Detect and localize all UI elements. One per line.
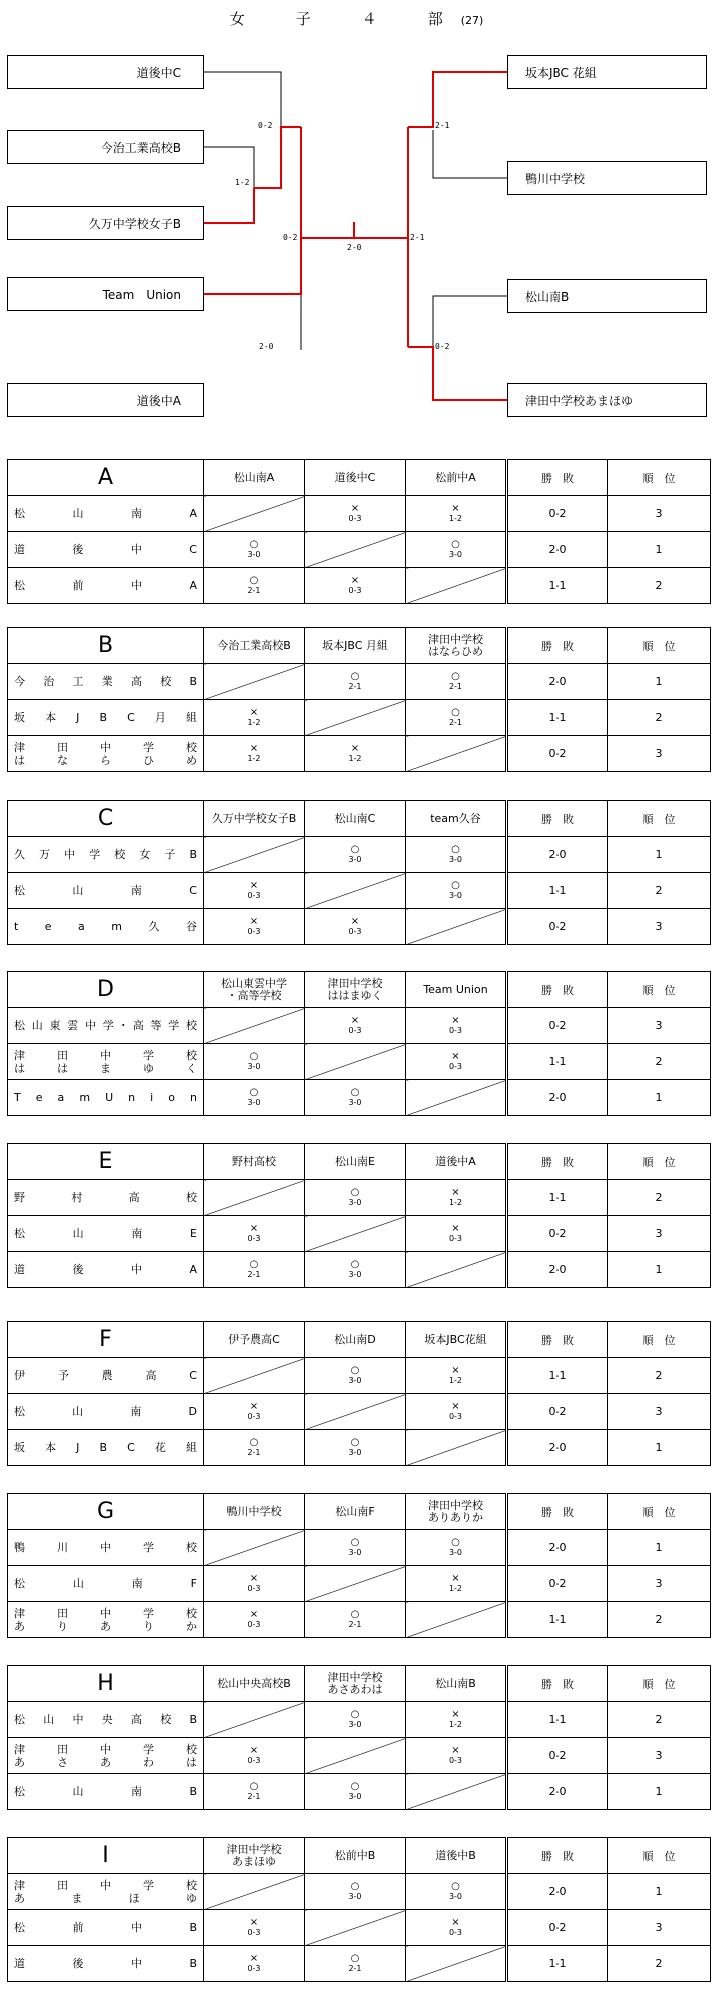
- rank-value: 3: [608, 736, 711, 772]
- match-result: ○ 2-1: [204, 1774, 305, 1810]
- group-column-header: 坂本JBC花組: [406, 1322, 507, 1358]
- score-r-bot: 0-2: [435, 342, 450, 351]
- rank-value: 2: [608, 1602, 711, 1638]
- self-match-cell: [305, 700, 406, 736]
- match-result: ○ 3-0: [305, 1180, 406, 1216]
- group-column-header: 松山東雲中学 ・高等学校: [204, 972, 305, 1008]
- table-row: [8, 1394, 711, 1430]
- score-r-top: 2-1: [435, 121, 450, 130]
- rank-value: 3: [608, 1216, 711, 1252]
- table-row: [8, 1080, 711, 1116]
- match-result: × 1-2: [406, 1566, 507, 1602]
- group-column-header: 津田中学校 あさあわは: [305, 1666, 406, 1702]
- group-table-d: [7, 971, 710, 1116]
- team-name: 野 村 高 校: [8, 1180, 204, 1216]
- rank-header: 順 位: [608, 628, 711, 664]
- match-result: ○ 2-1: [406, 664, 507, 700]
- table-row: [8, 1946, 711, 1982]
- table-row: [8, 1430, 711, 1466]
- match-result: ○ 3-0: [406, 1874, 507, 1910]
- match-result: × 0-3: [305, 909, 406, 945]
- group-letter: H: [8, 1666, 204, 1702]
- team-name: 松 山 中 央 高 校 B: [8, 1702, 204, 1738]
- self-match-cell: [406, 568, 507, 604]
- match-result: × 0-3: [406, 1216, 507, 1252]
- team-name: T e a m U n i o n: [8, 1080, 204, 1116]
- group-table-h: [7, 1665, 710, 1810]
- team-name: 津 田 中 学 校 は は ま ゆ く: [8, 1044, 204, 1080]
- self-match-cell: [204, 496, 305, 532]
- score-l-mid: 0-2: [283, 233, 298, 242]
- team-name: 津 田 中 学 校 あ り あ り か: [8, 1602, 204, 1638]
- bracket-team-left-2: 今治工業高校B: [7, 130, 204, 164]
- win-loss-value: 2-0: [507, 1252, 608, 1288]
- match-result: ○ 3-0: [305, 1252, 406, 1288]
- table-row: [8, 1044, 711, 1080]
- win-loss-value: 1-1: [507, 568, 608, 604]
- team-name: 鴨 川 中 学 校: [8, 1530, 204, 1566]
- match-result: ○ 3-0: [305, 1358, 406, 1394]
- team-name: 松 前 中 A: [8, 568, 204, 604]
- win-loss-header: 勝 敗: [507, 1144, 608, 1180]
- rank-value: 2: [608, 873, 711, 909]
- match-result: ○ 3-0: [305, 1530, 406, 1566]
- team-name: 松 山 南 B: [8, 1774, 204, 1810]
- win-loss-value: 1-1: [507, 1358, 608, 1394]
- win-loss-value: 2-0: [507, 1080, 608, 1116]
- match-result: × 1-2: [204, 700, 305, 736]
- bracket-team-left-1: 道後中C: [7, 55, 204, 89]
- rank-value: 2: [608, 568, 711, 604]
- win-loss-value: 2-0: [507, 837, 608, 873]
- table-row: [8, 1738, 711, 1774]
- team-name: t e a m 久 谷: [8, 909, 204, 945]
- match-result: × 0-3: [406, 1738, 507, 1774]
- table-row: [8, 664, 711, 700]
- win-loss-value: 1-1: [507, 1180, 608, 1216]
- table-row: [8, 1008, 711, 1044]
- group-column-header: 津田中学校 はならひめ: [406, 628, 507, 664]
- rank-value: 3: [608, 1008, 711, 1044]
- win-loss-value: 1-1: [507, 1702, 608, 1738]
- match-result: × 0-3: [204, 1216, 305, 1252]
- table-row: [8, 532, 711, 568]
- table-row: [8, 1180, 711, 1216]
- match-result: × 0-3: [204, 1738, 305, 1774]
- match-result: ○ 3-0: [406, 837, 507, 873]
- group-letter: D: [8, 972, 204, 1008]
- match-result: × 0-3: [204, 873, 305, 909]
- bracket-team-right-3: 松山南B: [507, 279, 707, 313]
- match-result: ○ 3-0: [305, 837, 406, 873]
- rank-value: 2: [608, 1180, 711, 1216]
- self-match-cell: [406, 909, 507, 945]
- self-match-cell: [305, 1738, 406, 1774]
- group-table-e: [7, 1143, 710, 1288]
- score-final: 2-0: [347, 243, 362, 252]
- self-match-cell: [204, 664, 305, 700]
- group-letter: A: [8, 460, 204, 496]
- bracket-team-right-1: 坂本JBC 花組: [507, 55, 707, 89]
- match-result: × 0-3: [305, 496, 406, 532]
- match-result: × 0-3: [406, 1008, 507, 1044]
- match-result: × 0-3: [204, 909, 305, 945]
- rank-value: 1: [608, 1080, 711, 1116]
- group-column-header: 津田中学校 ははまゆく: [305, 972, 406, 1008]
- table-row: [8, 1252, 711, 1288]
- table-row: [8, 873, 711, 909]
- win-loss-header: 勝 敗: [507, 1666, 608, 1702]
- self-match-cell: [406, 1430, 507, 1466]
- group-column-header: 伊予農高C: [204, 1322, 305, 1358]
- group-table-f: [7, 1321, 710, 1466]
- group-letter: I: [8, 1838, 204, 1874]
- rank-header: 順 位: [608, 1144, 711, 1180]
- match-result: × 0-3: [305, 1008, 406, 1044]
- win-loss-header: 勝 敗: [507, 628, 608, 664]
- rank-value: 3: [608, 496, 711, 532]
- group-table-b: [7, 627, 710, 772]
- match-result: × 0-3: [204, 1910, 305, 1946]
- group-table-c: [7, 800, 710, 945]
- rank-header: 順 位: [608, 972, 711, 1008]
- group-column-header: 久万中学校女子B: [204, 801, 305, 837]
- bracket-team-right-4: 津田中学校あまほゆ: [507, 383, 707, 417]
- group-column-header: 鴨川中学校: [204, 1494, 305, 1530]
- match-result: ○ 2-1: [305, 1602, 406, 1638]
- rank-value: 3: [608, 1566, 711, 1602]
- match-result: ○ 3-0: [305, 1430, 406, 1466]
- win-loss-value: 0-2: [507, 1566, 608, 1602]
- group-column-header: 道後中B: [406, 1838, 507, 1874]
- group-column-header: 津田中学校 ありありか: [406, 1494, 507, 1530]
- win-loss-header: 勝 敗: [507, 801, 608, 837]
- team-name: 津 田 中 学 校 は な ら ひ め: [8, 736, 204, 772]
- self-match-cell: [204, 1702, 305, 1738]
- win-loss-value: 2-0: [507, 1430, 608, 1466]
- team-name: 道 後 中 C: [8, 532, 204, 568]
- rank-value: 1: [608, 532, 711, 568]
- team-name: 松 山 南 D: [8, 1394, 204, 1430]
- rank-header: 順 位: [608, 1322, 711, 1358]
- rank-value: 1: [608, 1530, 711, 1566]
- match-result: × 0-3: [204, 1394, 305, 1430]
- match-result: ○ 3-0: [305, 1702, 406, 1738]
- match-result: ○ 3-0: [204, 1044, 305, 1080]
- self-match-cell: [204, 1874, 305, 1910]
- rank-value: 2: [608, 1946, 711, 1982]
- self-match-cell: [204, 837, 305, 873]
- team-name: 松山東雲中学･高等学校: [8, 1008, 204, 1044]
- win-loss-value: 1-1: [507, 1602, 608, 1638]
- team-name: 坂 本 J B C 月 組: [8, 700, 204, 736]
- self-match-cell: [406, 736, 507, 772]
- match-result: × 1-2: [406, 1180, 507, 1216]
- team-name: 松 山 南 C: [8, 873, 204, 909]
- table-row: [8, 568, 711, 604]
- match-result: × 0-3: [406, 1910, 507, 1946]
- win-loss-value: 0-2: [507, 1216, 608, 1252]
- table-row: [8, 1702, 711, 1738]
- rank-header: 順 位: [608, 1666, 711, 1702]
- group-column-header: 松山南A: [204, 460, 305, 496]
- team-name: 津 田 中 学 校 あ ま ほ ゆ: [8, 1874, 204, 1910]
- rank-header: 順 位: [608, 460, 711, 496]
- table-row: [8, 909, 711, 945]
- match-result: ○ 3-0: [204, 1080, 305, 1116]
- rank-value: 2: [608, 1702, 711, 1738]
- win-loss-header: 勝 敗: [507, 1838, 608, 1874]
- self-match-cell: [305, 1910, 406, 1946]
- table-row: [8, 1910, 711, 1946]
- table-row: [8, 736, 711, 772]
- match-result: × 0-3: [406, 1044, 507, 1080]
- match-result: × 0-3: [204, 1946, 305, 1982]
- group-column-header: 道後中C: [305, 460, 406, 496]
- bracket-team-left-3: 久万中学校女子B: [7, 206, 204, 240]
- score-l-bot: 2-0: [259, 342, 274, 351]
- self-match-cell: [305, 1566, 406, 1602]
- match-result: ○ 3-0: [406, 873, 507, 909]
- match-result: ○ 3-0: [305, 1874, 406, 1910]
- rank-header: 順 位: [608, 801, 711, 837]
- rank-header: 順 位: [608, 1838, 711, 1874]
- table-row: [8, 496, 711, 532]
- group-letter: F: [8, 1322, 204, 1358]
- group-column-header: 松前中A: [406, 460, 507, 496]
- group-letter: B: [8, 628, 204, 664]
- rank-value: 1: [608, 664, 711, 700]
- self-match-cell: [204, 1008, 305, 1044]
- group-column-header: 坂本JBC 月組: [305, 628, 406, 664]
- win-loss-value: 1-1: [507, 700, 608, 736]
- self-match-cell: [204, 1180, 305, 1216]
- win-loss-value: 2-0: [507, 1874, 608, 1910]
- bracket-team-left-4: Team Union: [7, 277, 204, 311]
- win-loss-value: 2-0: [507, 1774, 608, 1810]
- win-loss-value: 0-2: [507, 496, 608, 532]
- group-letter: C: [8, 801, 204, 837]
- table-row: [8, 1774, 711, 1810]
- self-match-cell: [406, 1602, 507, 1638]
- win-loss-value: 0-2: [507, 1738, 608, 1774]
- match-result: ○ 3-0: [204, 532, 305, 568]
- rank-value: 3: [608, 1738, 711, 1774]
- group-column-header: team久谷: [406, 801, 507, 837]
- win-loss-value: 1-1: [507, 1946, 608, 1982]
- self-match-cell: [406, 1946, 507, 1982]
- win-loss-value: 2-0: [507, 664, 608, 700]
- group-column-header: 道後中A: [406, 1144, 507, 1180]
- self-match-cell: [204, 1358, 305, 1394]
- match-result: ○ 2-1: [305, 664, 406, 700]
- table-row: [8, 1566, 711, 1602]
- rank-value: 2: [608, 1358, 711, 1394]
- team-name: 今 治 工 業 高 校 B: [8, 664, 204, 700]
- match-result: ○ 2-1: [204, 568, 305, 604]
- team-name: 道 後 中 A: [8, 1252, 204, 1288]
- table-row: [8, 837, 711, 873]
- title-text: 女 子 ４ 部: [229, 10, 461, 28]
- group-column-header: 松山南F: [305, 1494, 406, 1530]
- group-column-header: 松山南B: [406, 1666, 507, 1702]
- team-name: 松 前 中 B: [8, 1910, 204, 1946]
- group-column-header: 今治工業高校B: [204, 628, 305, 664]
- self-match-cell: [305, 1044, 406, 1080]
- table-row: [8, 700, 711, 736]
- team-name: 伊 予 農 高 C: [8, 1358, 204, 1394]
- bracket-team-right-2: 鴨川中学校: [507, 161, 707, 195]
- win-loss-value: 0-2: [507, 736, 608, 772]
- match-result: ○ 2-1: [204, 1430, 305, 1466]
- group-table-g: [7, 1493, 710, 1638]
- rank-value: 3: [608, 1394, 711, 1430]
- rank-value: 2: [608, 1044, 711, 1080]
- match-result: ○ 2-1: [204, 1252, 305, 1288]
- team-name: 松 山 南 E: [8, 1216, 204, 1252]
- rank-value: 1: [608, 1430, 711, 1466]
- title-count: (27): [460, 14, 484, 27]
- team-name: 道 後 中 B: [8, 1946, 204, 1982]
- match-result: × 1-2: [406, 1358, 507, 1394]
- rank-value: 2: [608, 700, 711, 736]
- match-result: ○ 3-0: [406, 532, 507, 568]
- match-result: × 0-3: [204, 1602, 305, 1638]
- group-letter: E: [8, 1144, 204, 1180]
- self-match-cell: [305, 1216, 406, 1252]
- self-match-cell: [305, 873, 406, 909]
- table-row: [8, 1874, 711, 1910]
- win-loss-value: 0-2: [507, 1008, 608, 1044]
- group-column-header: 野村高校: [204, 1144, 305, 1180]
- win-loss-header: 勝 敗: [507, 1322, 608, 1358]
- win-loss-value: 2-0: [507, 1530, 608, 1566]
- rank-value: 1: [608, 1874, 711, 1910]
- team-name: 松 山 南 A: [8, 496, 204, 532]
- match-result: ○ 3-0: [406, 1530, 507, 1566]
- table-row: [8, 1216, 711, 1252]
- win-loss-value: 1-1: [507, 1044, 608, 1080]
- rank-value: 1: [608, 1774, 711, 1810]
- rank-value: 3: [608, 909, 711, 945]
- self-match-cell: [305, 1394, 406, 1430]
- self-match-cell: [204, 1530, 305, 1566]
- group-letter: G: [8, 1494, 204, 1530]
- win-loss-value: 0-2: [507, 1910, 608, 1946]
- rank-value: 3: [608, 1910, 711, 1946]
- win-loss-value: 2-0: [507, 532, 608, 568]
- match-result: × 1-2: [406, 496, 507, 532]
- group-table-a: [7, 459, 710, 604]
- win-loss-header: 勝 敗: [507, 972, 608, 1008]
- rank-header: 順 位: [608, 1494, 711, 1530]
- team-name: 坂 本 J B C 花 組: [8, 1430, 204, 1466]
- win-loss-header: 勝 敗: [507, 1494, 608, 1530]
- win-loss-value: 0-2: [507, 1394, 608, 1430]
- table-row: [8, 1358, 711, 1394]
- match-result: × 1-2: [204, 736, 305, 772]
- team-name: 松 山 南 F: [8, 1566, 204, 1602]
- score-r-mid: 2-1: [410, 233, 425, 242]
- group-column-header: 松山中央高校B: [204, 1666, 305, 1702]
- match-result: × 1-2: [406, 1702, 507, 1738]
- self-match-cell: [305, 532, 406, 568]
- rank-value: 1: [608, 837, 711, 873]
- group-table-i: [7, 1837, 710, 1982]
- group-column-header: 松前中B: [305, 1838, 406, 1874]
- team-name: 久 万 中 学 校 女 子 B: [8, 837, 204, 873]
- match-result: × 0-3: [406, 1394, 507, 1430]
- group-column-header: 津田中学校 あまほゆ: [204, 1838, 305, 1874]
- match-result: ○ 2-1: [406, 700, 507, 736]
- match-result: ○ 2-1: [305, 1946, 406, 1982]
- win-loss-value: 0-2: [507, 909, 608, 945]
- group-column-header: 松山南C: [305, 801, 406, 837]
- self-match-cell: [406, 1774, 507, 1810]
- group-column-header: 松山南E: [305, 1144, 406, 1180]
- self-match-cell: [406, 1080, 507, 1116]
- win-loss-header: 勝 敗: [507, 460, 608, 496]
- match-result: ○ 3-0: [305, 1080, 406, 1116]
- score-l-top: 0-2: [258, 121, 273, 130]
- match-result: ○ 3-0: [305, 1774, 406, 1810]
- team-name: 津 田 中 学 校 あ さ あ わ は: [8, 1738, 204, 1774]
- bracket-team-left-5: 道後中A: [7, 383, 204, 417]
- self-match-cell: [406, 1252, 507, 1288]
- rank-value: 1: [608, 1252, 711, 1288]
- table-row: [8, 1530, 711, 1566]
- match-result: × 1-2: [305, 736, 406, 772]
- win-loss-value: 1-1: [507, 873, 608, 909]
- group-column-header: 松山南D: [305, 1322, 406, 1358]
- match-result: × 0-3: [305, 568, 406, 604]
- match-result: × 0-3: [204, 1566, 305, 1602]
- table-row: [8, 1602, 711, 1638]
- group-column-header: Team Union: [406, 972, 507, 1008]
- score-l-12: 1-2: [235, 178, 250, 187]
